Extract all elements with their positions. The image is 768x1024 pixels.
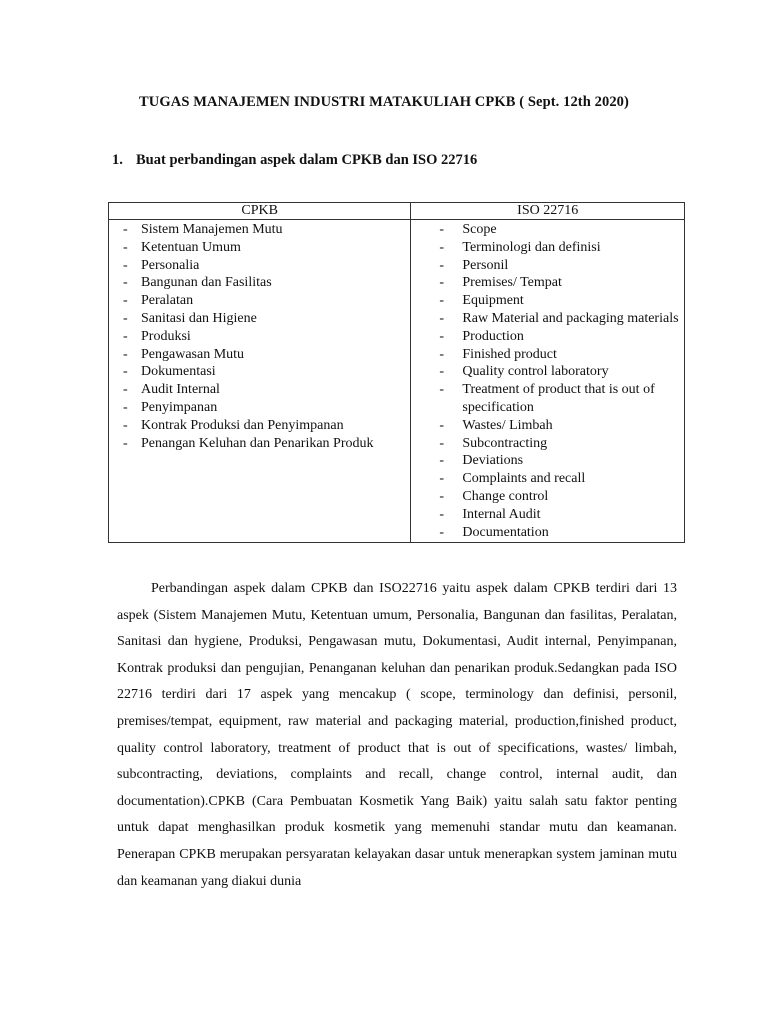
list-item-text: Penangan Keluhan dan Penarikan Produk xyxy=(141,435,374,451)
list-item-text: Personil xyxy=(462,257,509,273)
bullet-dash: - xyxy=(439,222,445,237)
table-body-row xyxy=(109,220,685,543)
bullet-dash: - xyxy=(123,417,128,433)
list-item-text: Equipment xyxy=(462,293,524,309)
list-item xyxy=(411,435,684,453)
cpkb-cell xyxy=(109,220,411,543)
list-item xyxy=(411,506,684,524)
list-item-text: Sanitasi dan Higiene xyxy=(141,310,257,326)
list-item-text: Deviations xyxy=(462,453,524,469)
list-item xyxy=(411,328,684,346)
bullet-dash: - xyxy=(123,310,128,326)
list-item-text: Finished product xyxy=(462,346,557,362)
header-cpkb: CPKB xyxy=(109,203,411,220)
cpkb-aspect-list xyxy=(109,220,410,453)
bullet-dash: - xyxy=(123,239,128,255)
list-item-text: Premises/ Tempat xyxy=(462,275,562,291)
list-item-text: Internal Audit xyxy=(462,506,541,522)
list-item xyxy=(109,435,410,453)
question-text: Buat perbandingan aspek dalam CPKB dan ISO 22716 xyxy=(136,152,478,168)
list-item-text: Complaints and recall xyxy=(462,471,586,487)
bullet-dash: - xyxy=(123,346,128,362)
list-item-text: Documentation xyxy=(462,524,549,540)
list-item-text: Terminologi dan definisi xyxy=(462,239,601,255)
list-item xyxy=(411,310,684,328)
list-item-text: Kontrak Produksi dan Penyimpanan xyxy=(141,417,344,433)
list-item-text: Pengawasan Mutu xyxy=(141,346,245,362)
list-item xyxy=(109,292,410,310)
iso-cell xyxy=(411,220,685,543)
bullet-dash: - xyxy=(439,506,445,522)
bullet-dash: - xyxy=(123,399,128,415)
bullet-dash: - xyxy=(439,346,445,362)
bullet-dash: - xyxy=(123,257,128,273)
question-heading xyxy=(112,152,477,169)
iso-aspect-list xyxy=(411,220,684,542)
bullet-dash: - xyxy=(123,293,128,309)
list-item xyxy=(109,221,410,239)
list-item xyxy=(411,257,684,275)
bullet-dash: - xyxy=(439,488,445,504)
bullet-dash: - xyxy=(439,239,445,255)
bullet-dash: - xyxy=(439,435,445,451)
list-item-text: Penyimpanan xyxy=(141,399,218,415)
list-item xyxy=(109,239,410,257)
list-item xyxy=(411,346,684,364)
question-number: 1. xyxy=(112,152,123,168)
list-item xyxy=(109,417,410,435)
list-item xyxy=(411,274,684,292)
bullet-dash: - xyxy=(123,364,128,380)
list-item-text: Sistem Manajemen Mutu xyxy=(141,222,283,237)
bullet-dash: - xyxy=(439,257,445,273)
bullet-dash: - xyxy=(439,382,445,398)
bullet-dash: - xyxy=(439,275,445,291)
list-item xyxy=(109,257,410,275)
list-item xyxy=(411,452,684,470)
list-item-text: Peralatan xyxy=(141,293,194,309)
list-item-text: Personalia xyxy=(141,257,200,273)
list-item-text: Wastes/ Limbah xyxy=(462,417,553,433)
bullet-dash: - xyxy=(439,453,445,469)
list-item-text: Subcontracting xyxy=(462,435,548,451)
bullet-dash: - xyxy=(439,328,445,344)
list-item-text: Production xyxy=(462,328,524,344)
list-item-text: Dokumentasi xyxy=(141,364,216,380)
bullet-dash: - xyxy=(123,275,128,291)
bullet-dash: - xyxy=(123,382,128,398)
comparison-table xyxy=(108,202,685,543)
bullet-dash: - xyxy=(123,222,128,237)
list-item xyxy=(411,239,684,257)
bullet-dash: - xyxy=(439,471,445,487)
bullet-dash: - xyxy=(439,364,445,380)
list-item xyxy=(109,363,410,381)
list-item xyxy=(411,381,684,417)
list-item xyxy=(411,221,684,239)
list-item-text: Audit Internal xyxy=(141,382,220,398)
header-iso: ISO 22716 xyxy=(411,203,685,220)
document-title: TUGAS MANAJEMEN INDUSTRI MATAKULIAH CPKB ( Sept. 12th 2020) xyxy=(139,94,629,110)
list-item-text: Scope xyxy=(462,222,497,237)
list-item-text: Produksi xyxy=(141,328,191,344)
list-item xyxy=(411,524,684,542)
list-item xyxy=(109,399,410,417)
list-item xyxy=(411,488,684,506)
table-header-row xyxy=(109,203,685,220)
list-item xyxy=(411,363,684,381)
list-item xyxy=(109,346,410,364)
list-item-text: Ketentuan Umum xyxy=(141,239,241,255)
list-item-text: Bangunan dan Fasilitas xyxy=(141,275,272,291)
list-item xyxy=(411,470,684,488)
comparison-paragraph: Perbandingan aspek dalam CPKB dan ISO22716 yaitu aspek dalam CPKB terdiri dari 13 aspek (Sistem Manajemen Mutu, Ketentuan umum, Personalia, Bangunan dan fasilitas, Peralatan, Sanitasi dan hygiene, Produksi, Pengawasan mutu, Dokumentasi, Audit internal, Penyimpanan, Kontrak produksi dan pengujian, Penanganan keluhan dan penarikan produk.Sedangkan pada ISO 22716 terdiri dari 17 aspek yang mencakup ( scope, terminology dan definisi, personil, premises/tempat, equipment, raw material and packaging material, production,finished product, quality control laboratory, treatment of product that is out of specifications, wastes/ limbah, subcontracting, deviations, complaints and recall, change control, internal audit, dan documentation).CPKB (Cara Pembuatan Kosmetik Yang Baik) yaitu salah satu faktor penting untuk dapat menghasilkan produk kosmetik yang memenuhi standar mutu dan keamanan. Penerapan CPKB merupakan persyaratan kelayakan dasar untuk menerapkan system jaminan mutu dan keamanan yang diakui dunia xyxy=(117,581,677,889)
list-item xyxy=(109,310,410,328)
list-item-text: Quality control laboratory xyxy=(462,364,609,380)
list-item-text: Change control xyxy=(462,488,549,504)
bullet-dash: - xyxy=(123,328,128,344)
list-item-text: Treatment of product that is out of specification xyxy=(462,382,655,415)
bullet-dash: - xyxy=(439,310,445,326)
bullet-dash: - xyxy=(123,435,128,451)
list-item xyxy=(109,328,410,346)
list-item xyxy=(411,417,684,435)
list-item xyxy=(109,274,410,292)
list-item xyxy=(411,292,684,310)
bullet-dash: - xyxy=(439,417,445,433)
bullet-dash: - xyxy=(439,293,445,309)
list-item-text: Raw Material and packaging materials xyxy=(462,310,679,326)
bullet-dash: - xyxy=(439,524,445,540)
list-item xyxy=(109,381,410,399)
